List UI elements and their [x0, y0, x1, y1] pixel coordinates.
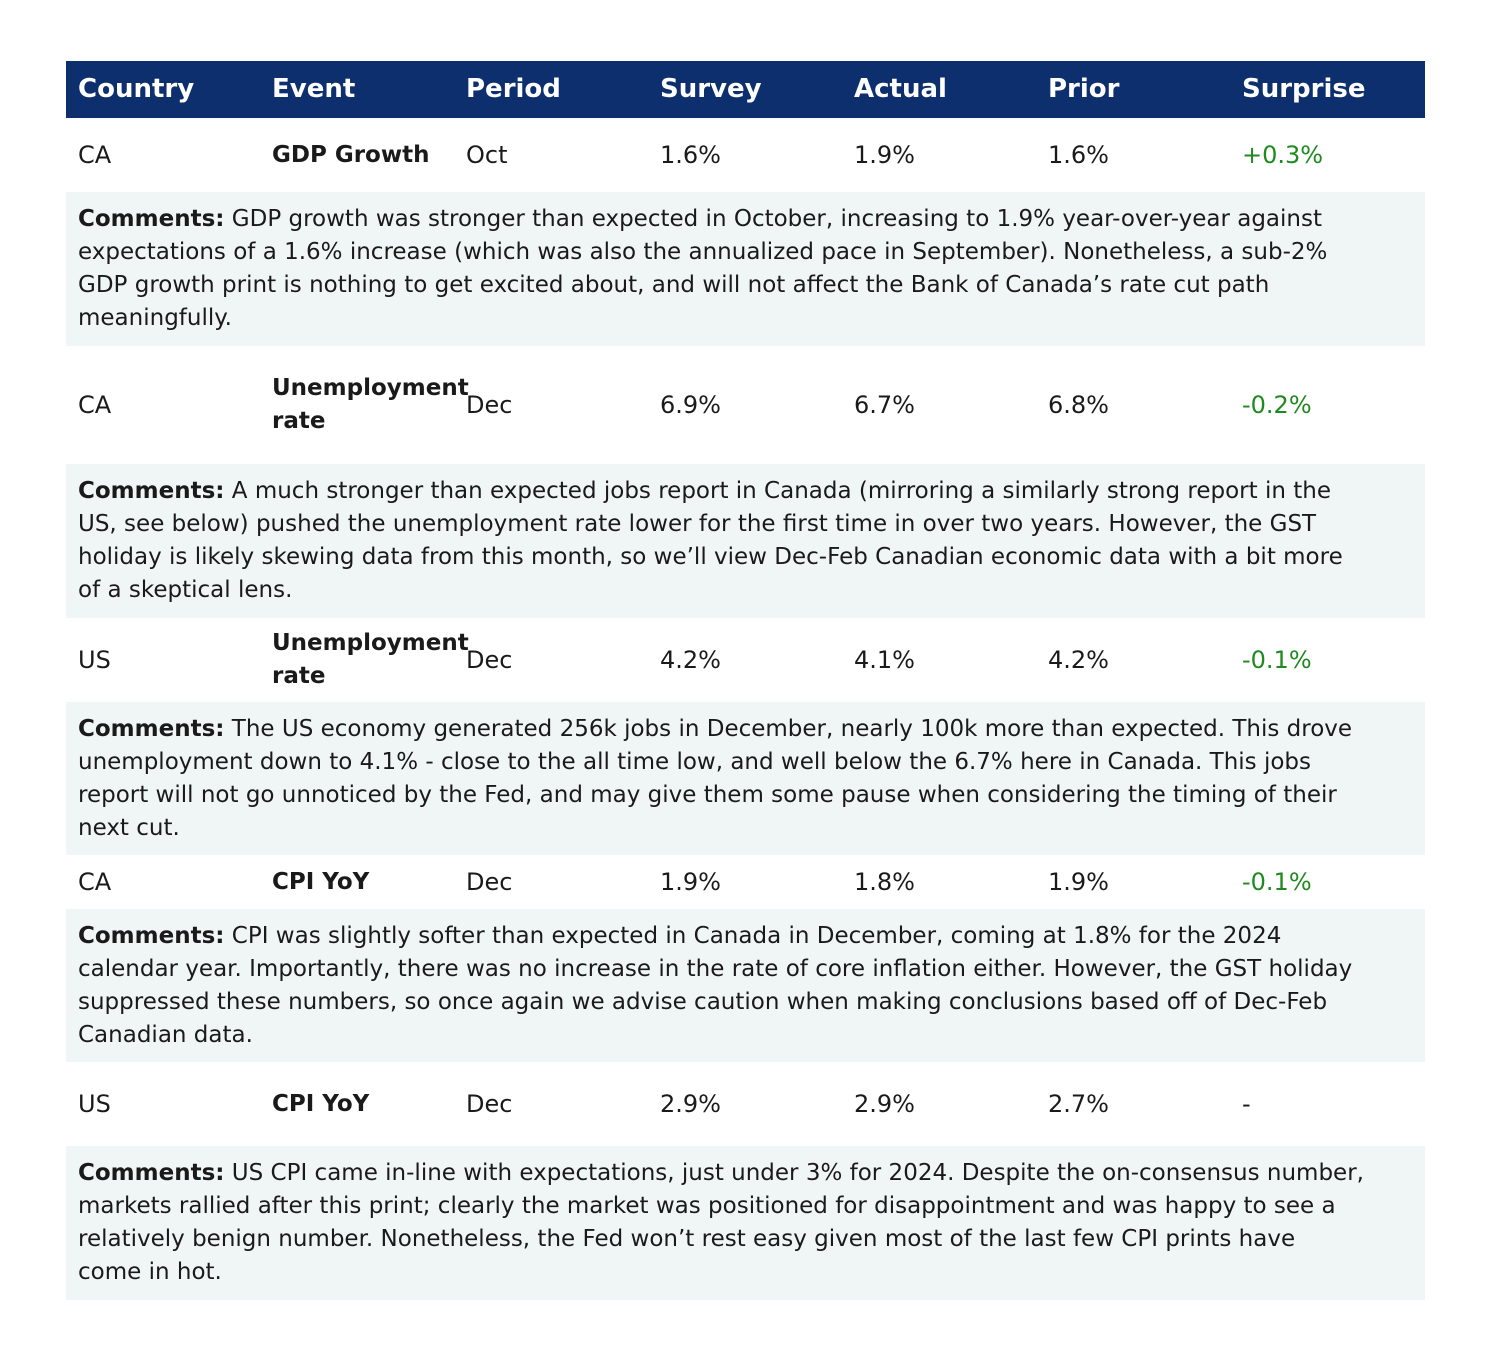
- prior-cell: 1.6%: [1048, 140, 1109, 169]
- comment-text: [78, 203, 1365, 335]
- header-prior: Prior: [1048, 74, 1120, 104]
- country-cell: CA: [78, 867, 112, 896]
- comment-text: [78, 713, 1365, 845]
- comment-body: CPI was slightly softer than expected in Canada in December, coming at 1.8% for the 2024 calendar year. Importantly, there was no increase in the rate of core inflation either. However, the GST holiday suppressed these numbers, so once again we advise caution when making conclusions based off of Dec-Feb Canadian data.: [78, 922, 1353, 1048]
- prior-cell: 2.7%: [1048, 1089, 1109, 1118]
- table-row: [66, 346, 1425, 464]
- comment-label: Comments:: [78, 206, 225, 232]
- surprise-cell: -: [1242, 1089, 1251, 1118]
- period-cell: Dec: [466, 645, 513, 674]
- survey-cell: 2.9%: [660, 1089, 721, 1118]
- table-row: [66, 618, 1425, 702]
- event-cell: CPI YoY: [272, 868, 370, 895]
- table-row: [66, 118, 1425, 192]
- prior-cell: 4.2%: [1048, 645, 1109, 674]
- surprise-cell: -0.1%: [1242, 867, 1312, 896]
- comment-block: [66, 909, 1425, 1062]
- event-cell: CPI YoY: [272, 1090, 370, 1117]
- comment-body: US CPI came in-line with expectations, just under 3% for 2024. Despite the on-consensus number, markets rallied after this print; clearly the market was positioned for disappointment and was happy to see a relatively benign number. Nonetheless, the Fed won’t rest easy given most of the last few CPI prints have come in hot.: [78, 1160, 1364, 1285]
- prior-cell: 1.9%: [1048, 867, 1109, 896]
- comment-block: [66, 702, 1425, 855]
- period-cell: Oct: [466, 140, 508, 169]
- header-surprise: Surprise: [1242, 74, 1366, 104]
- comment-text: [78, 1157, 1365, 1289]
- period-cell: Dec: [466, 867, 513, 896]
- comment-label: Comments:: [78, 1160, 225, 1186]
- actual-cell: 1.8%: [854, 867, 915, 896]
- country-cell: CA: [78, 140, 112, 169]
- surprise-cell: -0.2%: [1242, 390, 1312, 419]
- period-cell: Dec: [466, 390, 513, 419]
- comment-block: [66, 1146, 1425, 1300]
- comment-label: Comments:: [78, 478, 225, 504]
- comment-block: [66, 464, 1425, 618]
- event-cell: GDP Growth: [272, 141, 430, 168]
- comment-body: A much stronger than expected jobs report in Canada (mirroring a similarly strong report in the US, see below) pushed the unemployment rate lower for the first time in over two years. However, the GST holiday is likely skewing data from this month, so we’ll view Dec-Feb Canadian economic data with a bit more of a skeptical lens.: [78, 478, 1343, 603]
- actual-cell: 4.1%: [854, 645, 915, 674]
- period-cell: Dec: [466, 1089, 513, 1118]
- actual-cell: 1.9%: [854, 140, 915, 169]
- comment-body: The US economy generated 256k jobs in December, nearly 100k more than expected. This drove unemployment down to 4.1% - close to the all time low, and well below the 6.7% here in Canada. This jobs report will not go unnoticed by the Fed, and may give them some pause when considering the timing of their next cut.: [78, 715, 1353, 841]
- header-event: Event: [272, 74, 356, 104]
- survey-cell: 6.9%: [660, 390, 721, 419]
- country-cell: CA: [78, 390, 112, 419]
- survey-cell: 1.6%: [660, 140, 721, 169]
- actual-cell: 2.9%: [854, 1089, 915, 1118]
- economic-data-table: [66, 61, 1425, 1300]
- survey-cell: 4.2%: [660, 645, 721, 674]
- country-cell: US: [78, 645, 111, 674]
- comment-label: Comments:: [78, 922, 225, 949]
- surprise-cell: -0.1%: [1242, 645, 1312, 674]
- comment-body: GDP growth was stronger than expected in October, increasing to 1.9% year-over-year against expectations of a 1.6% increase (which was also the annualized pace in September). Nonetheless, a sub-2% GDP growth print is nothing to get excited about, and will not affect the Bank of Canada’s rate cut path meaningfully.: [78, 206, 1328, 331]
- country-cell: US: [78, 1089, 111, 1118]
- actual-cell: 6.7%: [854, 390, 915, 419]
- prior-cell: 6.8%: [1048, 390, 1109, 419]
- comment-block: [66, 192, 1425, 346]
- table-row: [66, 1062, 1425, 1146]
- table-header: [66, 61, 1425, 118]
- header-period: Period: [466, 74, 561, 104]
- comment-text: [78, 920, 1365, 1052]
- header-survey: Survey: [660, 74, 762, 104]
- comment-label: Comments:: [78, 715, 225, 742]
- surprise-cell: +0.3%: [1242, 140, 1324, 169]
- table-row: [66, 855, 1425, 909]
- comment-text: [78, 475, 1365, 607]
- event-cell: Unemployment rate: [272, 630, 469, 689]
- header-country: Country: [78, 74, 195, 104]
- survey-cell: 1.9%: [660, 867, 721, 896]
- header-actual: Actual: [854, 74, 947, 104]
- event-cell: Unemployment rate: [272, 375, 469, 434]
